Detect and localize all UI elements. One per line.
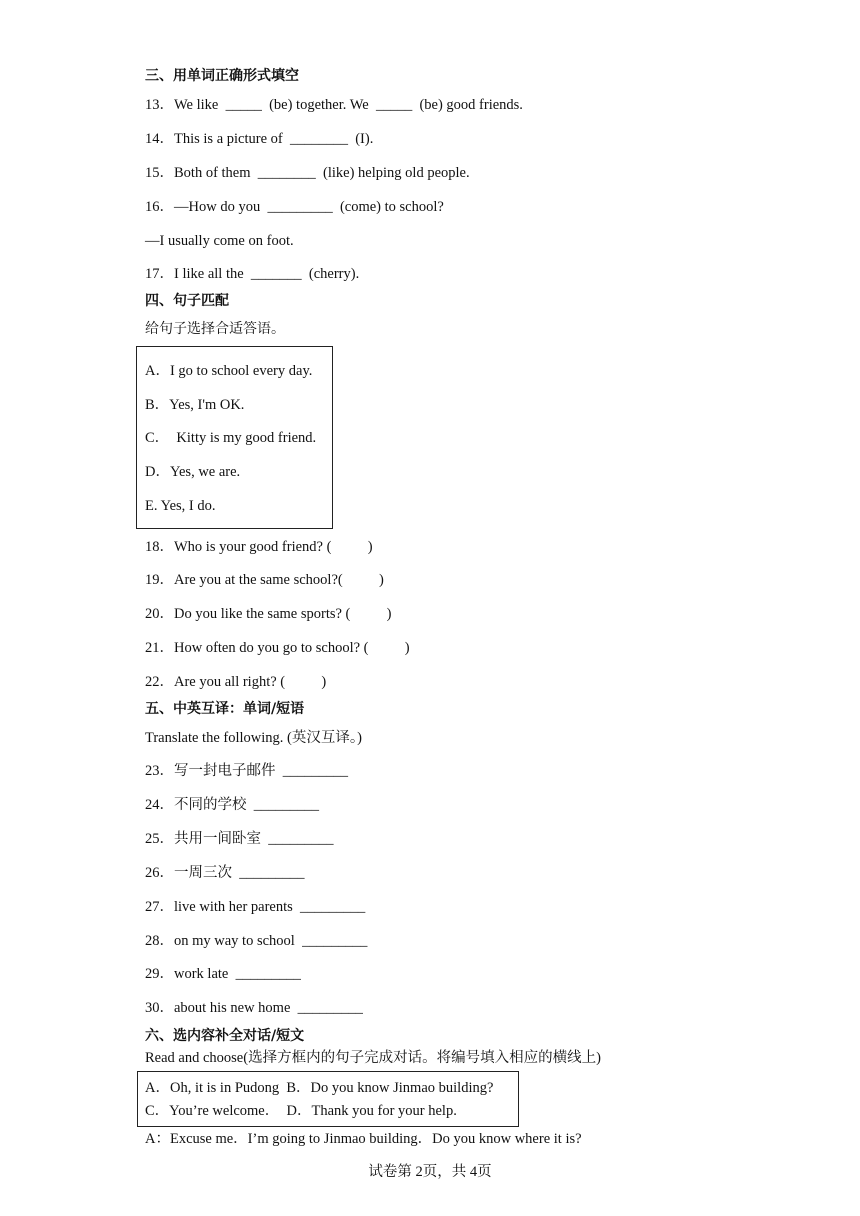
question-30: 30．about his new home _________ bbox=[145, 1000, 363, 1016]
question-29: 29．work late _________ bbox=[145, 966, 301, 982]
dialog-line-1: A：Excuse me．I’m going to Jinmao building．Do you know where it is? bbox=[145, 1131, 582, 1147]
choices-line-2: C．You’re welcome． D．Thank you for your help. bbox=[145, 1103, 457, 1119]
question-14: 14．This is a picture of ________ (I). bbox=[145, 131, 374, 147]
section6-instruction: Read and choose(选择方框内的句子完成对话。将编号填入相应的横线上) bbox=[145, 1050, 601, 1066]
question-25: 25．共用一间卧室 _________ bbox=[145, 831, 334, 847]
question-13: 13．We like _____ (be) together. We _____ (be) good friends. bbox=[145, 97, 523, 113]
question-16-answer: —I usually come on foot. bbox=[145, 233, 294, 249]
question-26: 26．一周三次 _________ bbox=[145, 865, 305, 881]
question-21: 21．How often do you go to school? ( ) bbox=[145, 640, 410, 656]
question-16: 16．—How do you _________ (come) to school? bbox=[145, 199, 444, 215]
question-23: 23．写一封电子邮件 _________ bbox=[145, 763, 348, 779]
question-28: 28．on my way to school _________ bbox=[145, 933, 368, 949]
section4-heading: 四、句子匹配 bbox=[145, 293, 229, 309]
page-footer: 试卷第 2页，共 4页 bbox=[368, 1164, 492, 1180]
question-18: 18．Who is your good friend? ( ) bbox=[145, 539, 373, 555]
question-17: 17．I like all the _______ (cherry). bbox=[145, 266, 360, 282]
section6-heading: 六、选内容补全对话/短文 bbox=[145, 1028, 305, 1044]
option-c: C． Kitty is my good friend. bbox=[145, 430, 317, 446]
option-d: D．Yes, we are. bbox=[145, 464, 241, 480]
question-19: 19．Are you at the same school?( ) bbox=[145, 572, 384, 588]
question-22: 22．Are you all right? ( ) bbox=[145, 674, 327, 690]
choices-line-1: A．Oh, it is in Pudong B．Do you know Jinmao building? bbox=[145, 1080, 494, 1096]
option-b: B．Yes, I'm OK. bbox=[145, 397, 245, 413]
question-20: 20．Do you like the same sports? ( ) bbox=[145, 606, 392, 622]
question-24: 24．不同的学校 _________ bbox=[145, 797, 319, 813]
option-a: A．I go to school every day. bbox=[145, 363, 313, 379]
question-27: 27．live with her parents _________ bbox=[145, 899, 366, 915]
question-15: 15．Both of them ________ (like) helping old people. bbox=[145, 165, 470, 181]
section4-instruction: 给句子选择合适答语。 bbox=[145, 321, 285, 337]
section5-instruction: Translate the following. (英汉互译。) bbox=[145, 730, 362, 746]
section5-heading: 五、中英互译：单词/短语 bbox=[145, 701, 305, 717]
option-e: E. Yes, I do. bbox=[145, 498, 216, 514]
section3-heading: 三、用单词正确形式填空 bbox=[145, 68, 299, 84]
